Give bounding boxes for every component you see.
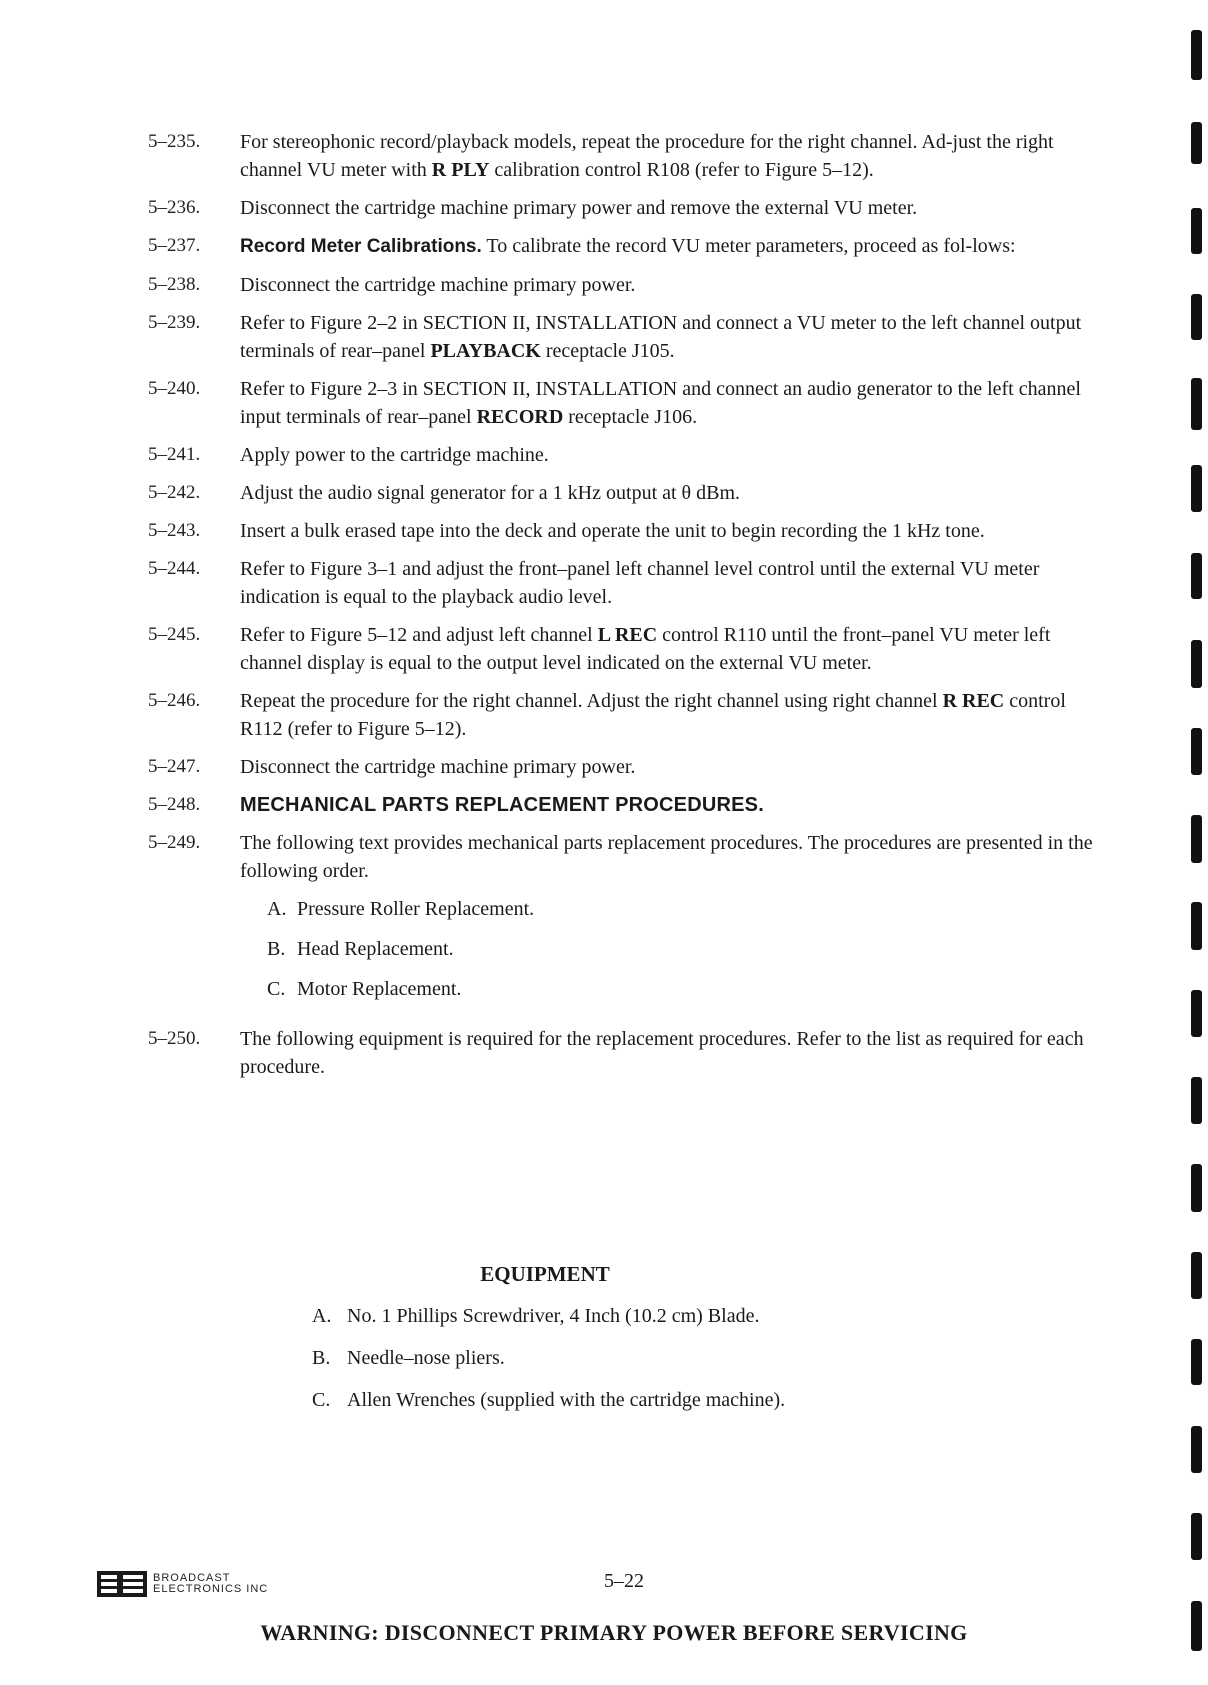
procedure-paragraph [140, 687, 1100, 743]
procedure-paragraph [140, 621, 1100, 677]
paragraph-text: Disconnect the cartridge machine primary power and remove the external VU meter. [240, 197, 918, 219]
paragraph-text: Adjust the audio signal generator for a 1 kHz output at θ dBm. [240, 482, 741, 504]
paragraph-number: 5–248. [148, 794, 201, 815]
paragraph-text: Apply power to the cartridge machine. [240, 444, 549, 466]
paragraph-number: 5–242. [148, 482, 201, 503]
equipment-item-letter: B. [312, 1347, 331, 1369]
list-item-text: Motor Replacement. [297, 978, 462, 1000]
procedure-paragraph [140, 232, 1100, 261]
paragraph-number: 5–240. [148, 378, 201, 399]
procedure-paragraph [140, 375, 1100, 431]
paragraph-text: Insert a bulk erased tape into the deck and operate the unit to begin recording the 1 kHz tone. [240, 520, 985, 542]
paragraph-text: Disconnect the cartridge machine primary power. [240, 274, 636, 296]
procedure-paragraph [140, 829, 1100, 885]
paragraph-text: control R110 until the front–panel VU meter left channel display is equal to the output level indicated on the external VU meter. [240, 624, 1051, 674]
paragraph-text: control R112 (refer to Figure 5–12). [240, 690, 1066, 740]
equipment-item [312, 1344, 785, 1386]
paragraph-text: Refer to Figure 2–3 in SECTION II, INSTALLATION and connect an audio generator to the left channel input terminals of rear–panel [240, 378, 1081, 428]
list-item [267, 975, 1100, 1015]
paragraph-text: Repeat the procedure for the right channel. Adjust the right channel using right channel [240, 690, 943, 712]
procedure-paragraph [140, 791, 1100, 819]
equipment-item-text: Needle–nose pliers. [347, 1347, 505, 1369]
list-item [267, 895, 1100, 935]
control-name: R REC [942, 690, 1005, 712]
paragraph-text: Refer to Figure 3–1 and adjust the front–panel left channel level control until the external VU meter indication is equal to the playback audio level. [240, 558, 1040, 608]
paragraph-text: The following text provides mechanical parts replacement procedures. The procedures are presented in the following order. [240, 832, 1093, 882]
paragraph-text: calibration control R108 (refer to Figure 5–12). [489, 159, 874, 181]
equipment-list [312, 1302, 785, 1428]
list-item-letter: A. [267, 898, 287, 920]
logo-text-line1: BROADCAST [153, 1572, 231, 1584]
logo-text-line2: ELECTRONICS INC [153, 1583, 269, 1595]
paragraph-number: 5–235. [148, 131, 201, 152]
paragraph-text: receptacle J105. [540, 340, 675, 362]
procedure-paragraph [140, 128, 1100, 184]
procedure-paragraph [140, 479, 1100, 507]
procedure-paragraph [140, 271, 1100, 299]
page-number: 5–22 [604, 1570, 644, 1592]
equipment-title: EQUIPMENT [480, 1262, 610, 1286]
paragraph-text: Refer to Figure 5–12 and adjust left channel [240, 624, 598, 646]
paragraph-number: 5–243. [148, 520, 201, 541]
paragraph-number: 5–239. [148, 312, 201, 333]
list-item-letter: B. [267, 938, 286, 960]
control-name: L REC [597, 624, 658, 646]
procedure-paragraph [140, 517, 1100, 545]
paragraph-text: To calibrate the record VU meter parameters, proceed as fol-lows: [481, 235, 1016, 257]
paragraph-number: 5–236. [148, 197, 201, 218]
paragraph-number: 5–238. [148, 274, 201, 295]
control-name: PLAYBACK [430, 340, 541, 362]
paragraph-text: The following equipment is required for the replacement procedures. Refer to the list as required for each procedure. [240, 1028, 1084, 1078]
procedure-paragraph [140, 555, 1100, 611]
paragraph-number: 5–250. [148, 1028, 201, 1049]
procedure-paragraph [140, 309, 1100, 365]
paragraph-number: 5–237. [148, 235, 201, 256]
paragraph-number: 5–241. [148, 444, 201, 465]
list-item-letter: C. [267, 978, 286, 1000]
paragraph-heading: Record Meter Calibrations. [240, 236, 482, 257]
list-item-text: Pressure Roller Replacement. [297, 898, 535, 920]
equipment-item-text: Allen Wrenches (supplied with the cartridge machine). [347, 1389, 786, 1411]
paragraph-number: 5–249. [148, 832, 201, 853]
paragraph-text: Disconnect the cartridge machine primary power. [240, 756, 636, 778]
paragraph-heading: MECHANICAL PARTS REPLACEMENT PROCEDURES. [240, 794, 764, 816]
paragraph-number: 5–244. [148, 558, 201, 579]
equipment-section [0, 1262, 1208, 1411]
paragraph-number: 5–246. [148, 690, 201, 711]
paragraph-text: receptacle J106. [563, 406, 698, 428]
equipment-item [312, 1386, 785, 1428]
procedure-paragraph [140, 194, 1100, 222]
list-item [267, 935, 1100, 975]
binder-margin-marks [1188, 0, 1208, 1685]
procedure-paragraph [140, 1025, 1100, 1081]
procedure-list [140, 128, 1100, 1091]
list-item-text: Head Replacement. [297, 938, 454, 960]
procedure-order-list [140, 895, 1100, 1015]
paragraph-number: 5–245. [148, 624, 201, 645]
control-name: RECORD [476, 406, 564, 428]
warning-footer: WARNING: DISCONNECT PRIMARY POWER BEFORE SERVICING [260, 1620, 968, 1645]
paragraph-number: 5–247. [148, 756, 201, 777]
equipment-item-letter: C. [312, 1389, 331, 1411]
procedure-paragraph [140, 753, 1100, 781]
procedure-paragraph [140, 441, 1100, 469]
paragraph-text: For stereophonic record/playback models, repeat the procedure for the right channel. Ad-just the right channel VU meter with [240, 131, 1054, 181]
equipment-item-text: No. 1 Phillips Screwdriver, 4 Inch (10.2 cm) Blade. [347, 1305, 760, 1327]
equipment-item-letter: A. [312, 1305, 332, 1327]
paragraph-text: Refer to Figure 2–2 in SECTION II, INSTALLATION and connect a VU meter to the left channel output terminals of rear–panel [240, 312, 1082, 362]
company-logo [97, 1571, 268, 1597]
equipment-item [312, 1302, 785, 1344]
be-logo-icon [97, 1571, 147, 1597]
control-name: R PLY [431, 159, 490, 181]
